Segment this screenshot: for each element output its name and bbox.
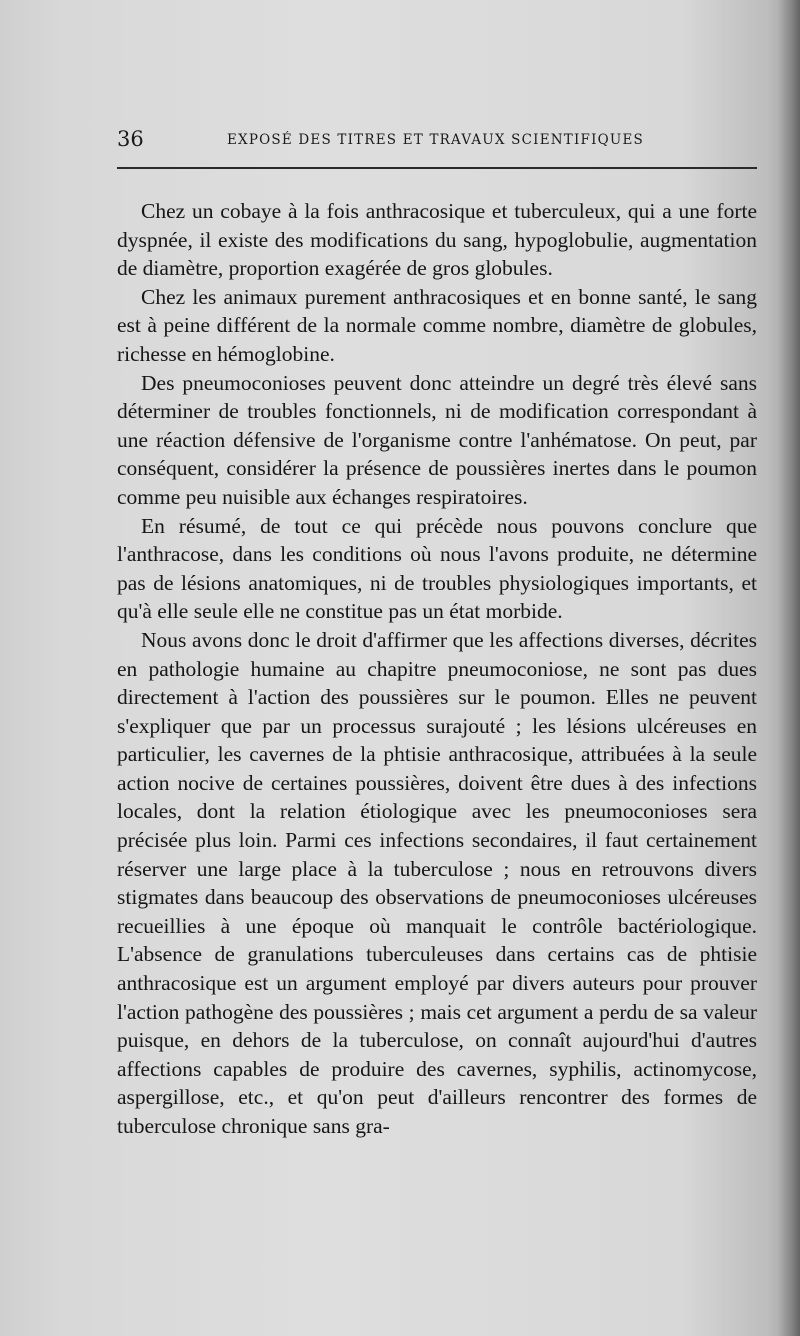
body-text [117, 197, 757, 1141]
paragraph: Des pneumoconioses peuvent donc atteindre un degré très élevé sans déterminer de troubles fonctionnels, ni de modification correspondant à une réaction défensive de l'organisme contre l'anhématose. On peut, par conséquent, considérer la présence de poussières inertes dans le poumon comme peu nuisible aux échanges respiratoires. [117, 370, 757, 509]
paragraph: Chez les animaux purement anthracosiques et en bonne santé, le sang est à peine différent de la normale comme nombre, diamètre de globules, richesse en hémoglobine. [117, 284, 757, 366]
header-rule [117, 167, 757, 169]
page-edge-shadow [778, 0, 800, 1336]
page-number: 36 [117, 127, 144, 151]
page-header [117, 126, 757, 154]
running-title: EXPOSÉ DES TITRES ET TRAVAUX SCIENTIFIQUES [227, 132, 644, 148]
paragraph: En résumé, de tout ce qui précède nous pouvons conclure que l'anthracose, dans les conditions où nous l'avons produite, ne détermine pas de lésions anatomiques, ni de troubles physiologiques importants, et qu'à elle seule elle ne constitue pas un état morbide. [117, 513, 757, 624]
paragraph: Nous avons donc le droit d'affirmer que les affections diverses, décrites en pathologie humaine au chapitre pneumoconiose, ne sont pas dues directement à l'action des poussières sur le poumon. Elles ne peuvent s'expliquer que par un processus surajouté ; les lésions ulcéreuses en particulier, les cavernes de la phtisie anthracosique, attribuées à la seule action nocive de certaines poussières, doivent être dues à des infections locales, dont la relation étiologique avec les pneumoconioses sera précisée plus loin. Parmi ces infections secondaires, il faut certainement réserver une large place à la tuberculose ; nous en retrouvons divers stigmates dans beaucoup des observations de pneumoconioses ulcéreuses recueillies à une époque où manquait le contrôle bactériologique. L'absence de granulations tuberculeuses dans certains cas de phtisie anthracosique est un argument employé par divers auteurs pour prouver l'action pathogène des poussières ; mais cet argument a perdu de sa valeur puisque, en dehors de la tuberculose, on connaît aujourd'hui d'autres affections capables de produire des cavernes, syphilis, actinomycose, aspergillose, etc., et qu'on peut d'ailleurs rencontrer des formes de tuberculose chronique sans gra- [117, 627, 757, 1138]
paragraph: Chez un cobaye à la fois anthracosique et tuberculeux, qui a une forte dyspnée, il existe des modifications du sang, hypoglobulie, augmentation de diamètre, proportion exagérée de gros globules. [117, 199, 757, 281]
